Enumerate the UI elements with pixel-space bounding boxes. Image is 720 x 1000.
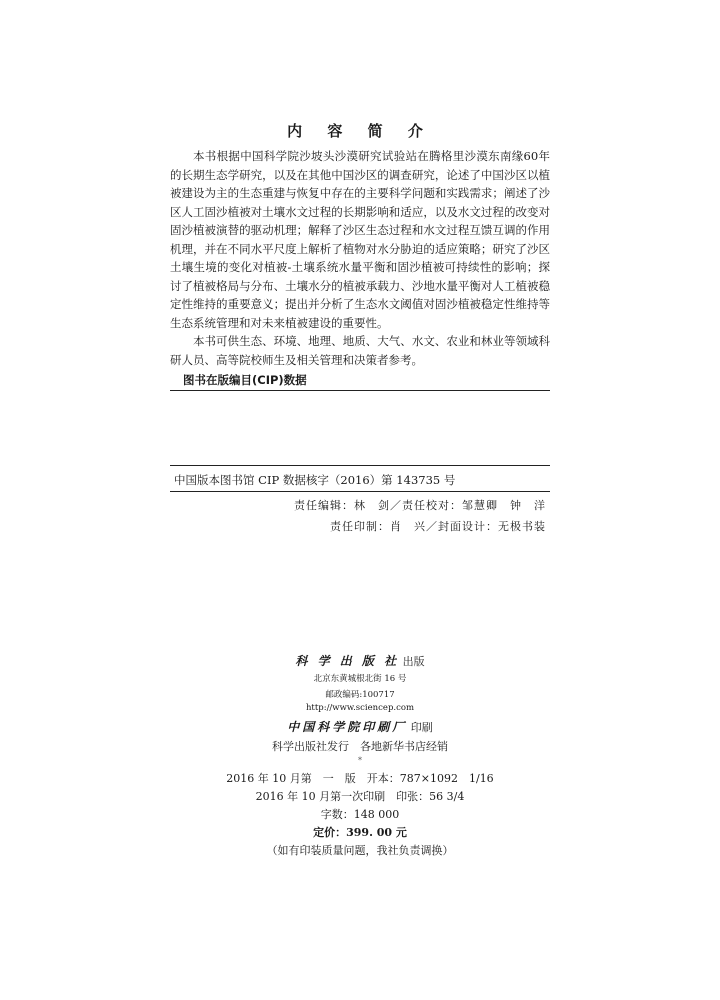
cip-top-rule xyxy=(170,390,550,391)
publisher-address: 北京东黄城根北街 16 号 xyxy=(313,674,407,684)
credits-editors: 责任编辑：林 剑／责任校对：邹慧卿 钟 洋 xyxy=(294,499,546,512)
cip-record-number: 中国版本图书馆 CIP 数据核字（2016）第 143735 号 xyxy=(174,473,456,487)
cip-heading: 图书在版编目(CIP)数据 xyxy=(183,373,307,387)
printer-name: 中国科学院印刷厂 xyxy=(287,720,408,734)
printer-suffix: 印刷 xyxy=(410,721,433,734)
cip-bottom-rule xyxy=(170,491,550,492)
credits-production: 责任印制：肖 兴／封面设计：无极书装 xyxy=(330,520,546,533)
price: 定价：399. 00 元 xyxy=(313,826,407,839)
website: http://www.sciencep.com xyxy=(305,703,415,713)
distribution: 科学出版社发行 各地新华书店经销 xyxy=(272,740,448,753)
summary-paragraph-1: 本书根据中国科学院沙坡头沙漠研究试验站在腾格里沙漠东南缘60年的长期生态学研究，以及在其他中国沙区的调查研究，论述了中国沙区以植被建设为主的生态重建与恢复中存在的主要科学问题和实践需求；阐述了沙区人工固沙植被对土壤水文过程的长期影响和适应，以及水文过程的改变对固沙植被演替的驱动机理；解释了沙区生态过程和水文过程互馈互调的作用机理，并在不同水平尺度上解析了植物对水分胁迫的适应策略；研究了沙区土壤生境的变化对植被-土壤系统水量平衡和固沙植被可持续性的影响；探讨了植被格局与分布、土壤水分的植被承载力、沙地水量平衡对人工植被稳定性维持的重要意义；提出并分析了生态水文阈值对固沙植被稳定性维持等生态系统管理和对未来植被建设的重要性。 xyxy=(170,149,550,330)
postcode: 邮政编码:100717 xyxy=(325,690,395,700)
word-count: 字数：148 000 xyxy=(320,808,400,821)
publisher-suffix: 出版 xyxy=(402,655,425,668)
summary-heading: 内 容 简 介 xyxy=(287,122,433,140)
edition-info: 2016 年 10 月第 一 版 开本：787×1092 1/16 xyxy=(226,772,494,785)
quality-notice: （如有印装质量问题，我社负责调换） xyxy=(266,844,454,857)
printer-line xyxy=(170,718,550,735)
separator-star: * xyxy=(358,756,362,765)
cip-middle-rule xyxy=(170,465,550,466)
summary-body xyxy=(170,147,550,369)
summary-paragraph-2: 本书可供生态、环境、地理、地质、大气、水文、农业和林业等领域科研人员、高等院校师生及相关管理和决策者参考。 xyxy=(170,334,550,367)
publisher-line xyxy=(170,652,550,669)
publisher-name: 科 学 出 版 社 xyxy=(295,654,400,668)
printing-info: 2016 年 10 月第一次印刷 印张：56 3/4 xyxy=(255,790,465,803)
